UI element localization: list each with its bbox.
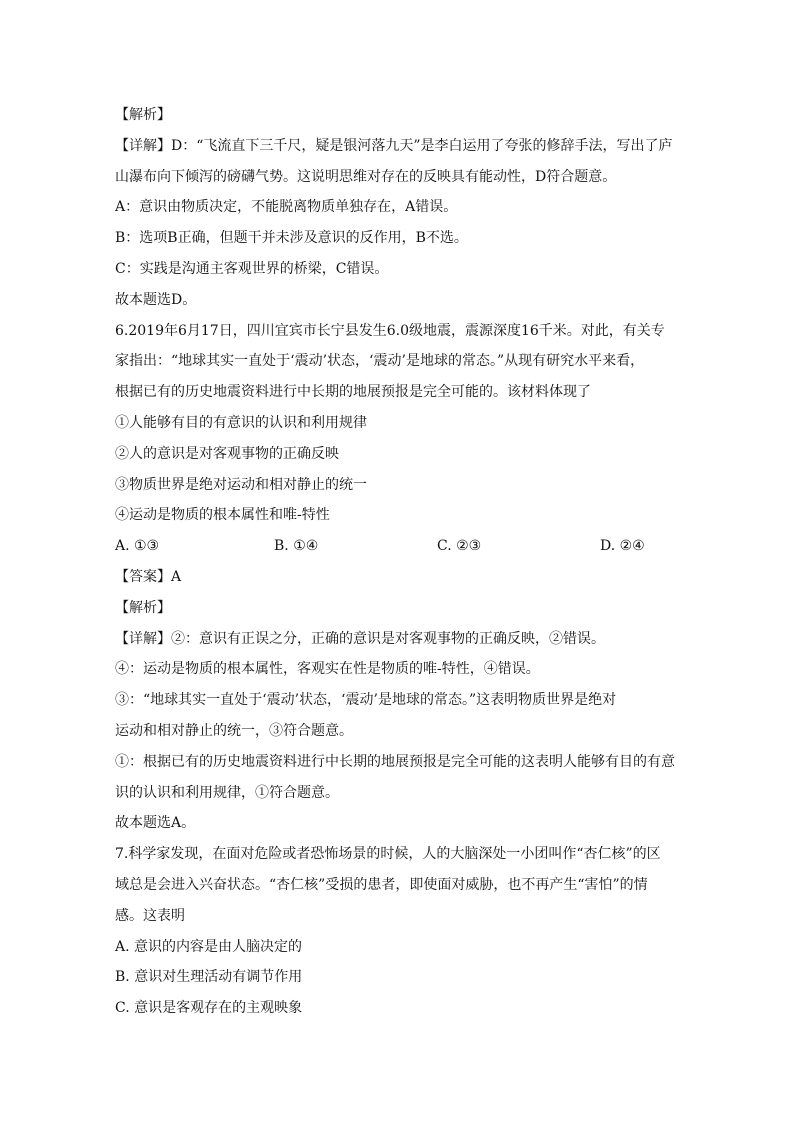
question-6-statement: ④运动是物质的根本属性和唯-特性: [115, 507, 330, 524]
option-a: A. ①③: [115, 538, 160, 555]
explanation-line: 识的认识和利用规律，①符合题意。: [115, 784, 339, 801]
explanation-line: 山瀑布向下倾泻的磅礴气势。这说明思维对存在的反映具有能动性，D符合题意。: [115, 168, 617, 185]
question-7-option-a: A. 意识的内容是由人脑决定的: [115, 938, 303, 955]
question-7-stem: 7.科学家发现，在面对危险或者恐怖场景的时候，人的大脑深处一小团叫作“杏仁核”的区: [115, 846, 661, 863]
option-c: C. ②③: [437, 538, 482, 555]
conclusion-line: 故本题选D。: [115, 291, 197, 308]
question-6-statement: ③物质世界是绝对运动和相对静止的统一: [115, 476, 367, 493]
explanation-line: ④：运动是物质的根本属性，客观实在性是物质的唯-特性，④错误。: [115, 661, 540, 678]
explanation-line: 【详解】②：意识有正误之分，正确的意识是对客观事物的正确反映，②错误。: [115, 630, 605, 647]
question-6-stem: 家指出：“地球其实一直处于‘震动’状态，‘震动’是地球的常态。”从现有研究水平来看，: [115, 353, 645, 370]
question-7-option-c: C. 意识是客观存在的主观映象: [115, 1000, 303, 1017]
document-body: [115, 100, 695, 1024]
question-7-option-b: B. 意识对生理活动有调节作用: [115, 969, 303, 986]
explanation-line: C：实践是沟通主客观世界的桥梁，C错误。: [115, 260, 389, 277]
explanation-line: A：意识由物质决定，不能脱离物质单独存在，A错误。: [115, 199, 458, 216]
question-7-stem: 域总是会进入兴奋状态。“杏仁核”受损的患者，即使面对威胁，也不再产生“害怕”的情: [115, 876, 648, 893]
conclusion-line: 故本题选A。: [115, 815, 196, 832]
question-7-stem: 感。这表明: [115, 907, 185, 924]
question-6-options: [115, 531, 695, 562]
analysis-heading-2: 【解析】: [115, 599, 171, 616]
question-6-statement: ②人的意识是对客观事物的正确反映: [115, 445, 339, 462]
analysis-heading-1: 【解析】: [115, 107, 171, 123]
explanation-line: B：选项B正确，但题干并未涉及意识的反作用，B不选。: [115, 230, 468, 247]
question-6-statement: ①人能够有目的有意识的认识和利用规律: [115, 414, 367, 431]
explanation-line: 【详解】D：“飞流直下三千尺，疑是银河落九天”是李白运用了夸张的修辞手法，写出了庐: [115, 137, 673, 154]
option-d: D. ②④: [600, 538, 645, 555]
option-b: B. ①④: [274, 538, 319, 555]
question-6-stem: 根据已有的历史地震资料进行中长期的地展预报是完全可能的。该材料体现了: [115, 384, 591, 401]
explanation-line: 运动和相对静止的统一，③符合题意。: [115, 722, 353, 739]
answer-line: 【答案】A: [115, 568, 182, 585]
explanation-line: ①：根据已有的历史地震资料进行中长期的地展预报是完全可能的这表明人能够有目的有意: [115, 753, 675, 770]
question-6-stem: 6.2019年6月17日，四川宜宾市长宁县发生6.0级地震，震源深度16千米。对此，有关专: [115, 322, 665, 339]
explanation-line: ③：“地球其实一直处于‘震动’状态，‘震动’是地球的常态。”这表明物质世界是绝对: [115, 692, 617, 709]
